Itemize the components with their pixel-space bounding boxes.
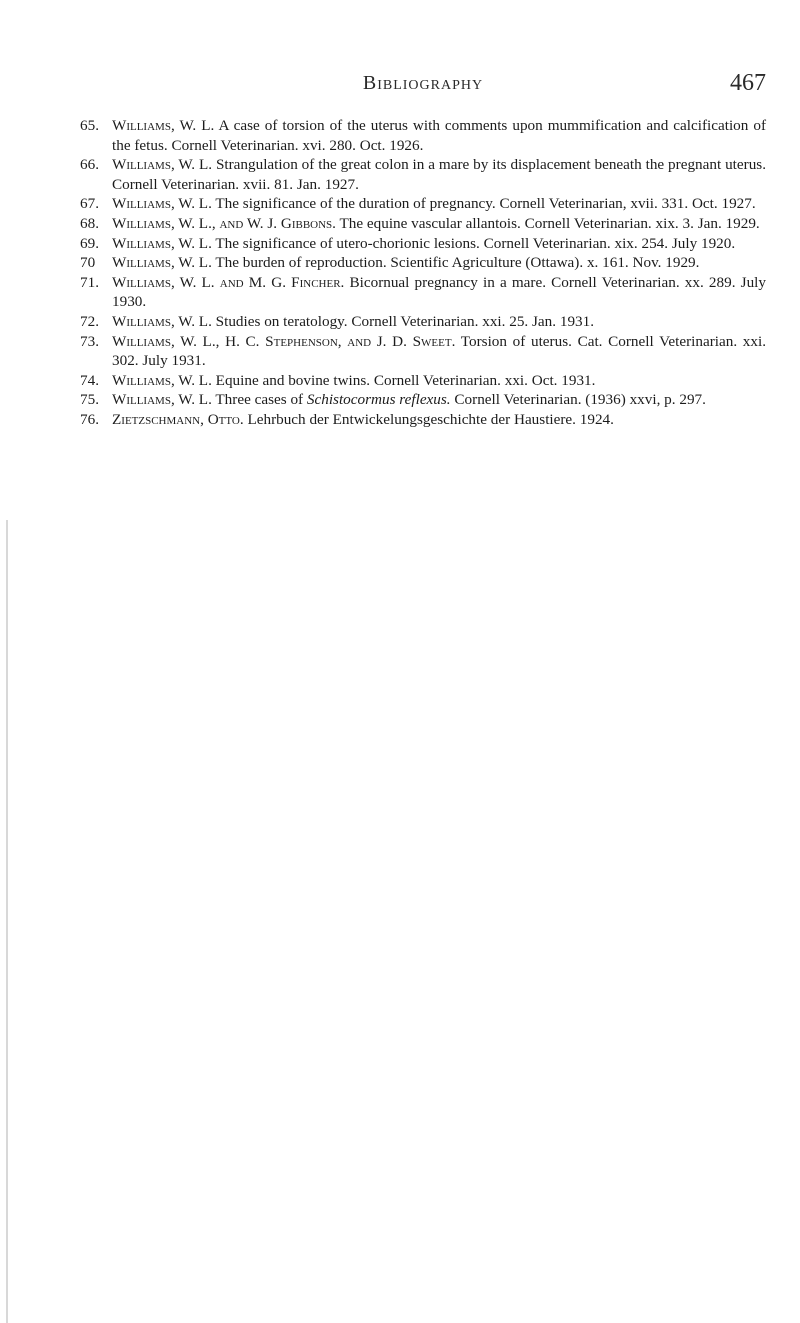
reference-number: 76. — [80, 410, 99, 428]
reference-author: Williams, W. L. — [112, 254, 212, 272]
reference-text: Studies on teratology. Cornell Veterinarian. xxi. 25. Jan. 1931. — [211, 312, 595, 330]
reference-entry — [80, 234, 766, 254]
reference-number: 68. — [80, 214, 99, 232]
reference-text: A case of torsion of the uterus with comments upon mummification and calcification of the fetus. Cornell Veterinarian. xvi. 280. Oct. 1926. — [112, 117, 767, 154]
reference-author: Williams, W. L. — [112, 371, 212, 389]
reference-number: 65. — [80, 117, 99, 134]
reference-entry — [80, 273, 766, 312]
reference-taxon-italic: Schistocormus reflexus. — [306, 391, 451, 409]
reference-number: 70 — [80, 254, 96, 272]
reference-number: 66. — [80, 156, 99, 174]
reference-text: Lehrbuch der Entwickelungsgeschichte der Haustiere. 1924. — [243, 410, 614, 428]
reference-author: Williams, W. L. — [112, 234, 212, 252]
reference-author: Williams, W. L. — [112, 391, 212, 409]
reference-author: Williams, W. L. — [112, 312, 212, 330]
reference-text: The significance of utero-chorionic lesions. Cornell Veterinarian. xix. 254. July 1920. — [211, 234, 736, 252]
reference-text: The significance of the duration of pregnancy. Cornell Veterinarian, xvii. 331. Oct. 1927. — [211, 195, 756, 213]
reference-author: Williams, W. L. and M. G. Fincher. — [112, 273, 345, 291]
reference-entry — [80, 155, 766, 194]
reference-entry — [80, 116, 766, 155]
page-number: 467 — [730, 70, 766, 96]
page-edge-shadow — [6, 520, 8, 1323]
running-header — [80, 72, 766, 106]
reference-entry — [80, 194, 766, 214]
reference-text: Bicornual pregnancy in a mare. Cornell Veterinarian. xx. 289. July 1930. — [112, 273, 766, 311]
reference-author: Williams, W. L., H. C. Stephenson, and J. D. Sweet. — [112, 332, 456, 350]
reference-author: Zietzschmann, Otto. — [112, 410, 244, 428]
reference-entry — [80, 332, 766, 371]
reference-author: Williams, W. L. — [112, 156, 213, 174]
reference-author: Williams, W. L., and W. J. Gibbons. — [112, 214, 336, 232]
reference-text: Strangulation of the great colon in a mare by its displacement beneath the pregnant uterus. Cornell Veterinarian. xvii. 81. Jan. 1927. — [112, 156, 766, 193]
reference-number: 75. — [80, 391, 99, 409]
reference-number: 73. — [80, 332, 99, 350]
reference-author: Williams, W. L. — [112, 117, 215, 134]
reference-entry — [80, 390, 766, 410]
reference-entry — [80, 312, 766, 332]
reference-text: Three cases of — [211, 391, 307, 409]
reference-entry — [80, 410, 766, 430]
reference-number: 69. — [80, 234, 99, 252]
reference-text: Torsion of uterus. Cat. Cornell Veterinarian. xxi. 302. July 1931. — [112, 332, 766, 370]
reference-list — [80, 116, 766, 430]
running-title: Bibliography — [362, 72, 484, 94]
reference-text: Equine and bovine twins. Cornell Veterinarian. xxi. Oct. 1931. — [211, 371, 596, 389]
reference-number: 71. — [80, 273, 99, 291]
reference-text: The burden of reproduction. Scientific Agriculture (Ottawa). x. 161. Nov. 1929. — [211, 254, 700, 272]
reference-text-continued: Cornell Veterinarian. (1936) xxvi, p. 297. — [450, 391, 706, 409]
reference-number: 72. — [80, 312, 99, 330]
reference-entry — [80, 253, 766, 273]
reference-entry — [80, 214, 766, 234]
reference-author: Williams, W. L. — [112, 195, 212, 213]
reference-number: 74. — [80, 371, 99, 389]
reference-number: 67. — [80, 195, 99, 213]
reference-text: The equine vascular allantois. Cornell Veterinarian. xix. 3. Jan. 1929. — [335, 214, 760, 232]
reference-entry — [80, 371, 766, 391]
